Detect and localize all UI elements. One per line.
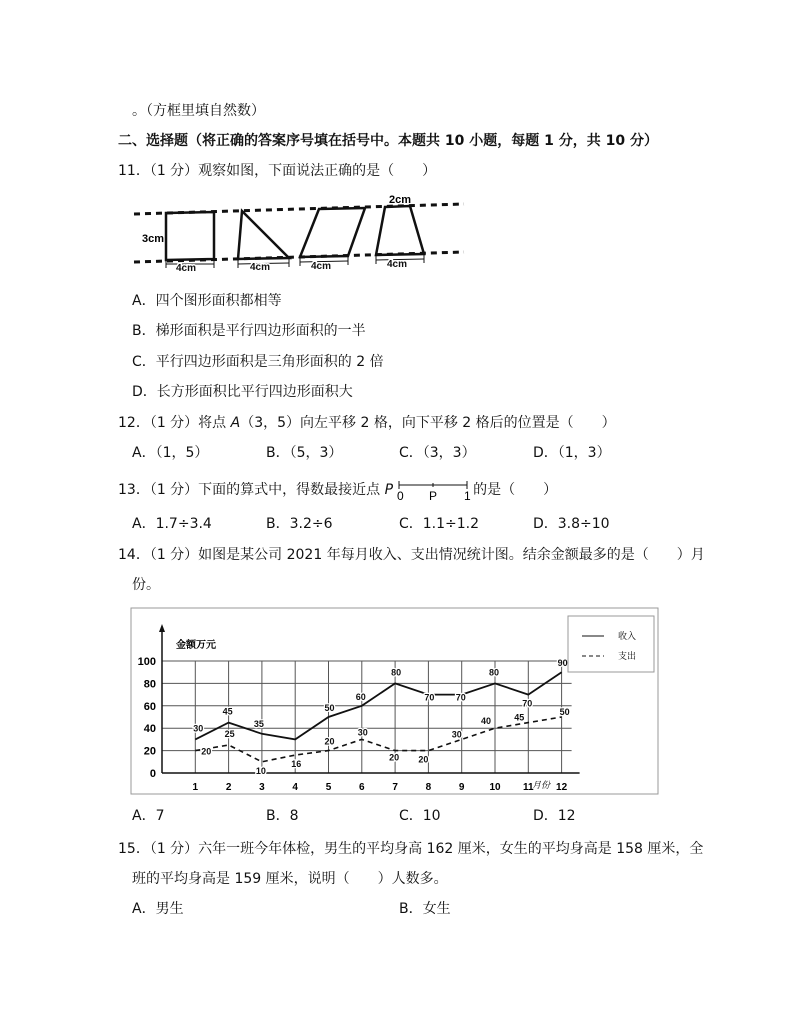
question-13-stem: 13．（1 分）下面的算式中，得数最接近点 P 0 P 1 的是（ ） (118, 482, 558, 502)
question-15-stem-cont: 班的平均身高是 159 厘米，说明（ ）人数多。 (132, 871, 448, 887)
rectangle-shape (166, 212, 214, 260)
expense-data-label: 20 (324, 736, 335, 747)
question-12-stem: 12．（1 分）将点 A（3，5）向左平移 2 格，向下平移 2 格后的位置是（ ） (118, 415, 616, 431)
expense-series-line (195, 717, 561, 762)
q15-option-a[interactable]: A．男生 (132, 901, 184, 917)
number-line-mid: P (429, 489, 438, 502)
x-tick-label: 3 (259, 782, 265, 793)
q11-shapes-figure (132, 192, 466, 276)
expense-data-label: 40 (481, 716, 492, 727)
income-data-label: 90 (557, 658, 568, 669)
number-line-left: 0 (397, 489, 404, 502)
q14-option-a[interactable]: A．7 (132, 808, 165, 824)
q12-option-d[interactable]: D．（1，3） (533, 445, 611, 461)
expense-data-label: 45 (514, 712, 525, 723)
base-label: 4cm (250, 262, 271, 273)
number-line (395, 480, 471, 502)
q13-option-d[interactable]: D．3.8÷10 (533, 516, 610, 532)
question-14-stem: 14．（1 分）如图是某公司 2021 年每月收入、支出情况统计图。结余金额最多的是（ ）月 (118, 547, 705, 563)
q14-option-c[interactable]: C．10 (399, 808, 441, 824)
x-tick-label: 5 (325, 782, 332, 793)
top-label: 2cm (389, 194, 412, 206)
y-tick-label: 20 (143, 745, 156, 758)
q14-option-d[interactable]: D．12 (533, 808, 576, 824)
y-axis-title: 金额万元 (176, 640, 216, 651)
section-heading: 二、选择题（将正确的答案序号填在括号中。本题共 10 小题，每题 1 分，共 10 分） (118, 133, 658, 149)
x-tick-label: 1 (192, 782, 199, 793)
q12-option-b[interactable]: B．（5，3） (266, 445, 343, 461)
q14-option-b[interactable]: B．8 (266, 808, 299, 824)
parallelogram-shape (300, 208, 365, 257)
y-tick-label: 40 (143, 723, 156, 736)
x-tick-label: 4 (292, 782, 298, 793)
q11-option-a[interactable]: A．四个图形面积都相等 (132, 293, 282, 309)
triangle-shape (238, 211, 289, 259)
expense-data-label: 30 (451, 729, 462, 740)
question-15-stem: 15．（1 分）六年一班今年体检，男生的平均身高 162 厘米，女生的平均身高是 158 厘米，全 (118, 841, 704, 857)
expense-data-label: 50 (559, 707, 570, 717)
expense-data-label: 10 (255, 765, 266, 776)
expense-data-label: 16 (291, 759, 302, 770)
q12-option-c[interactable]: C．（3，3） (399, 445, 476, 461)
x-tick-label: 2 (225, 782, 232, 793)
income-data-label: 35 (253, 718, 264, 729)
number-line-right: 1 (464, 489, 471, 502)
q11-option-b[interactable]: B．梯形面积是平行四边形面积的一半 (132, 323, 366, 339)
q15-option-b[interactable]: B．女生 (399, 901, 451, 917)
base-label: 4cm (176, 263, 197, 274)
base-label: 4cm (387, 259, 408, 270)
income-data-label: 30 (193, 723, 204, 734)
q13-option-c[interactable]: C．1.1÷1.2 (399, 516, 480, 532)
q13-option-b[interactable]: B．3.2÷6 (266, 516, 333, 532)
expense-data-label: 20 (389, 752, 400, 763)
q12-option-a[interactable]: A．（1，5） (132, 445, 209, 461)
income-data-label: 80 (391, 667, 402, 678)
x-tick-label: 12 (556, 782, 568, 793)
y-tick-label: 80 (143, 678, 156, 691)
y-axis-arrow (159, 624, 165, 632)
intro-line: 。（方框里填自然数） (132, 103, 265, 119)
income-data-label: 60 (355, 691, 366, 702)
point-variable: A (230, 415, 241, 431)
point-variable: P (384, 482, 394, 498)
y-tick-label: 0 (149, 768, 156, 780)
x-tick-label: 9 (458, 782, 465, 793)
q11-option-d[interactable]: D．长方形面积比平行四边形面积大 (132, 384, 353, 400)
legend-expense-label: 支出 (618, 651, 637, 661)
x-tick-label: 11 (523, 782, 534, 793)
x-tick-label: 8 (425, 782, 432, 793)
x-tick-label: 10 (489, 782, 501, 793)
income-data-label: 50 (324, 703, 335, 713)
income-data-label: 70 (455, 692, 466, 703)
income-data-label: 70 (522, 698, 533, 709)
base-label: 4cm (311, 261, 332, 272)
expense-data-label: 20 (201, 746, 212, 757)
trapezoid-shape (376, 206, 424, 255)
question-14-stem-cont: 份。 (132, 577, 160, 593)
income-data-label: 80 (489, 667, 500, 678)
x-tick-label: 6 (359, 782, 365, 793)
legend-income-label: 收入 (618, 631, 637, 641)
height-label: 3cm (142, 233, 165, 245)
chart-legend (568, 616, 654, 672)
y-tick-label: 60 (143, 700, 156, 713)
q11-option-c[interactable]: C．平行四边形面积是三角形面积的 2 倍 (132, 354, 384, 370)
income-data-label: 70 (424, 692, 435, 703)
expense-data-label: 25 (224, 729, 235, 739)
income-data-label: 45 (222, 706, 233, 717)
q13-option-a[interactable]: A．1.7÷3.4 (132, 516, 212, 532)
expense-data-label: 20 (418, 754, 429, 765)
x-axis-title: 月份 (532, 780, 551, 790)
question-11-stem: 11．（1 分）观察如图，下面说法正确的是（ ） (118, 163, 437, 179)
x-tick-label: 7 (392, 782, 398, 793)
income-expense-chart (130, 606, 660, 796)
expense-data-label: 30 (357, 727, 368, 738)
y-tick-label: 100 (137, 656, 156, 668)
